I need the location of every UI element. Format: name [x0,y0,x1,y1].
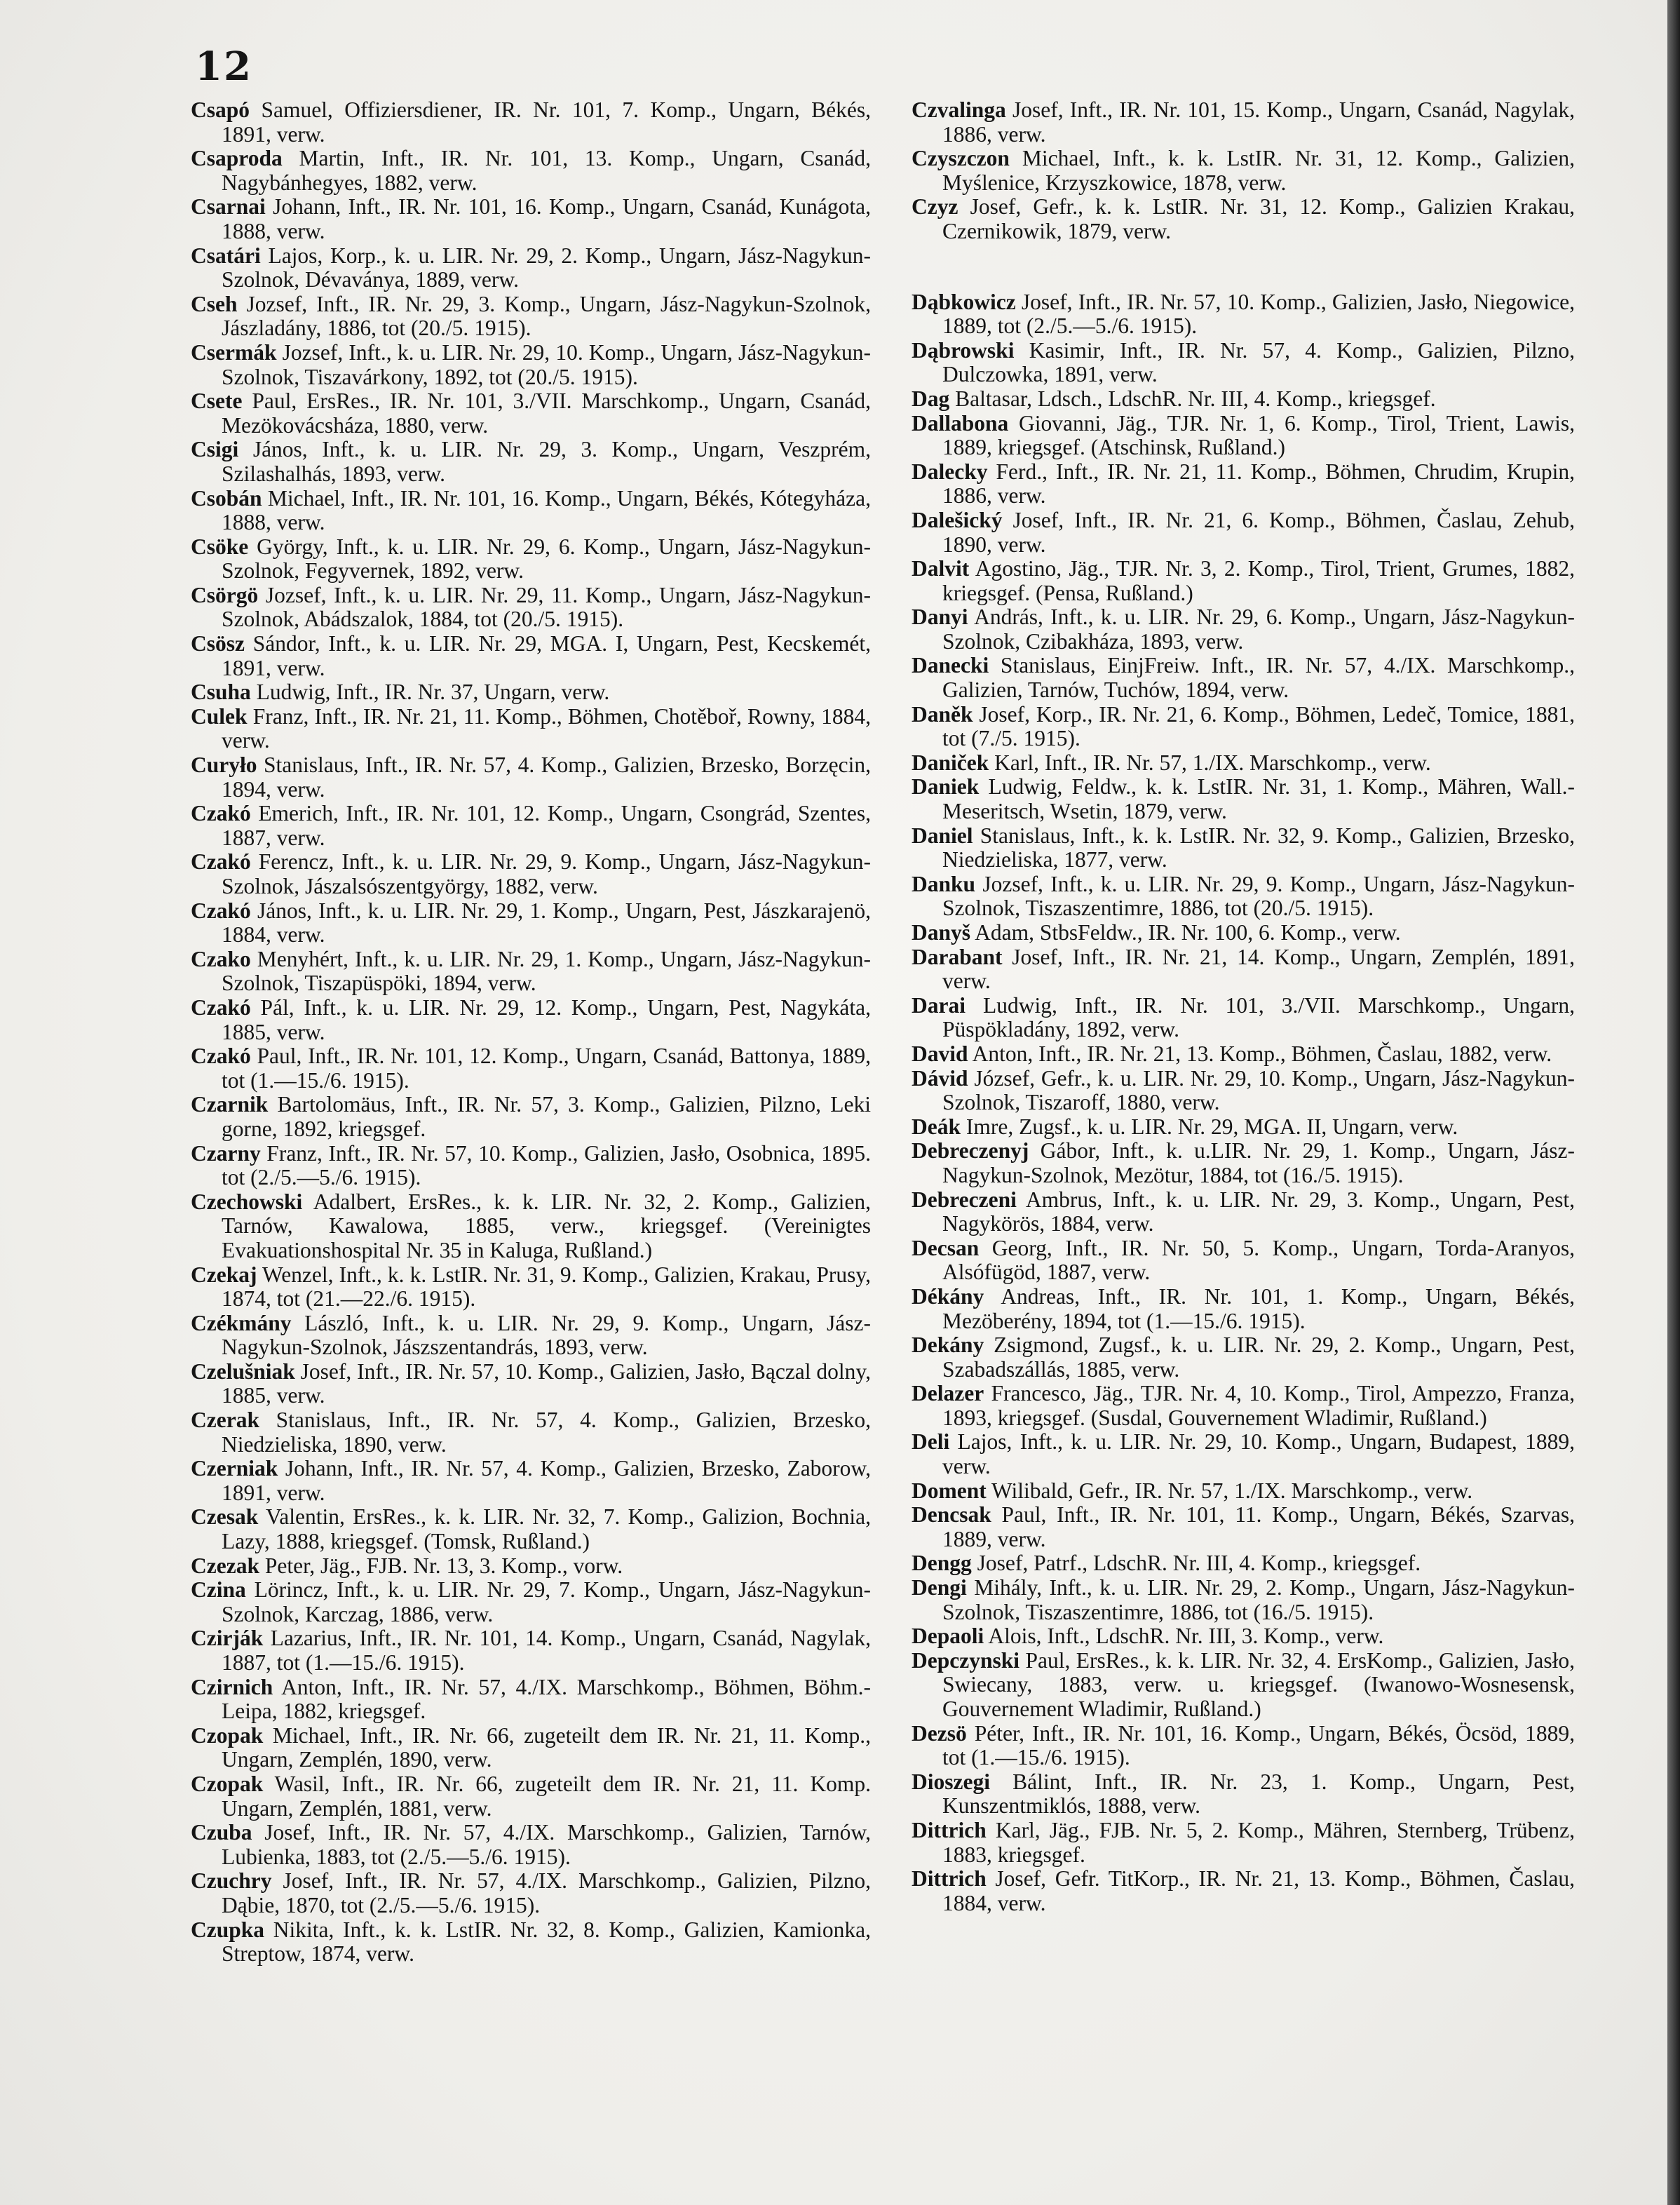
entry-details: Bartolomäus, Inft., IR. Nr. 57, 3. Komp., Galizien, Pilzno, Leki gorne, 1892, kriegsgef. [222,1092,871,1141]
entry-details: Ambrus, Inft., k. u. LIR. Nr. 29, 3. Komp., Ungarn, Pest, Nagykörös, 1884, verw. [942,1187,1575,1236]
entry-details: András, Inft., k. u. LIR. Nr. 29, 6. Komp., Ungarn, Jász-Nagykun-Szolnok, Czibakháza, 1893, verw. [942,605,1575,654]
entry-details: Bálint, Inft., IR. Nr. 23, 1. Komp., Ungarn, Pest, Kunszentmiklós, 1888, verw. [942,1769,1575,1819]
list-item [191,1093,871,1141]
entry-surname: Czina [191,1577,246,1603]
entry-details: Agostino, Jäg., TJR. Nr. 3, 2. Komp., Tirol, Trient, Grumes, 1882, kriegsgef. (Pensa, Rußland.) [942,556,1575,605]
list-item [912,872,1575,921]
entry-surname: Danyi [912,605,968,630]
entry-surname: Czechowski [191,1189,303,1214]
entry-surname: Danyš [912,920,971,945]
entry-details: Lajos, Korp., k. u. LIR. Nr. 29, 2. Komp., Ungarn, Jász-Nagykun-Szolnok, Dévaványa, 1889, verw. [222,243,871,292]
list-item [912,1722,1575,1770]
list-item [912,1382,1575,1430]
entry-surname: Curyło [191,753,257,778]
entry-surname: Delazer [912,1381,984,1406]
entry-details: Franz, Inft., IR. Nr. 57, 10. Komp., Galizien, Jasło, Osobnica, 1895. tot (2./5.—5./6. 1915). [222,1140,871,1190]
entry-details: Paul, ErsRes., k. k. LIR. Nr. 32, 4. ErsKomp., Galizien, Jasło, Swiecany, 1883, verw. u. kriegsgef. (Iwanowo-Wosnesensk, Gouvernement Wladimir, Rußland.) [942,1647,1575,1721]
entry-surname: Daniel [912,823,973,848]
entry-details: Josef, Inft., IR. Nr. 57, 10. Komp., Galizien, Jasło, Niegowice, 1889, tot (2./5.—5./6. 1915). [942,289,1575,339]
entry-surname: Cseh [191,291,238,316]
list-item [912,1503,1575,1551]
list-item [191,584,871,632]
list-item [191,1554,871,1579]
list-item [191,1626,871,1675]
entry-details: Martin, Inft., IR. Nr. 101, 13. Komp., Ungarn, Csanád, Nagybánhegyes, 1882, verw. [222,146,871,195]
entry-details: Stanislaus, EinjFreiw. Inft., IR. Nr. 57, 4./IX. Marschkomp., Galizien, Tarnów, Tuchów, 1894, verw. [942,653,1575,703]
entry-details: Menyhért, Inft., k. u. LIR. Nr. 29, 1. Komp., Ungarn, Jász-Nagykun-Szolnok, Tiszapüspöki, 1894, verw. [222,946,871,996]
list-item [191,1675,871,1724]
entry-details: Pál, Inft., k. u. LIR. Nr. 29, 12. Komp., Ungarn, Pest, Nagykáta, 1885, verw. [222,994,871,1044]
list-item [912,945,1575,994]
entry-surname: Csapó [191,97,250,122]
entry-surname: Czako [191,946,251,971]
entry-details: Karl, Jäg., FJB. Nr. 5, 2. Komp., Mähren, Sternberg, Trübenz, 1883, kriegsgef. [942,1817,1575,1867]
list-item [191,292,871,341]
entry-details: Anton, Inft., IR. Nr. 57, 4./IX. Marschkomp., Böhmen, Böhm.-Leipa, 1882, kriegsgef. [222,1674,871,1724]
list-item [191,1821,871,1869]
list-item [191,195,871,243]
entry-surname: Daniek [912,774,980,800]
entry-details: Zsigmond, Zugsf., k. u. LIR. Nr. 29, 2. Komp., Ungarn, Pest, Szabadszállás, 1885, verw. [942,1333,1575,1382]
list-item [912,290,1575,339]
list-item [912,1285,1575,1333]
list-item [912,1867,1575,1915]
entry-details: Anton, Inft., IR. Nr. 21, 13. Komp., Böhmen, Časlau, 1882, verw. [968,1041,1552,1066]
entry-details: Ludwig, Feldw., k. k. LstIR. Nr. 31, 1. Komp., Mähren, Wall.-Meseritsch, Wsetin, 1879, verw. [942,774,1575,824]
entry-details: Johann, Inft., IR. Nr. 57, 4. Komp., Galizien, Brzesko, Zaborow, 1891, verw. [222,1456,871,1505]
entry-details: Adalbert, ErsRes., k. k. LIR. Nr. 32, 2. Komp., Galizien, Tarnów, Kawalowa, 1885, verw., kriegsgef. (Vereinigtes Evakuationshospital Nr. 35 in Kaluga, Rußland.) [222,1189,871,1262]
entry-surname: Csuha [191,680,251,705]
entry-surname: Czarnik [191,1092,269,1117]
entry-details: Michael, Inft., IR. Nr. 66, zugeteilt dem IR. Nr. 21, 11. Komp., Ungarn, Zemplén, 1890, verw. [222,1722,871,1772]
entry-surname: Czupka [191,1917,265,1942]
entry-details: Josef, Patrf., LdschR. Nr. III, 4. Komp., kriegsgef. [971,1551,1421,1576]
entry-surname: Dávid [912,1065,968,1091]
list-item [191,1263,871,1311]
list-item [191,802,871,850]
entry-surname: Csatári [191,243,261,268]
list-item [912,557,1575,605]
entry-surname: Danecki [912,653,989,678]
list-item [912,147,1575,195]
list-item [912,1576,1575,1624]
list-item [191,948,871,996]
entry-surname: Czirnich [191,1674,273,1699]
list-item [191,244,871,292]
entry-details: Stanislaus, Inft., IR. Nr. 57, 4. Komp., Galizien, Brzesko, Niedzieliska, 1890, verw. [222,1408,871,1457]
list-item [912,1649,1575,1722]
entry-surname: Dallabona [912,410,1009,436]
list-item [191,389,871,438]
entry-details: János, Inft., k. u. LIR. Nr. 29, 3. Komp., Ungarn, Veszprém, Szilashalhás, 1893, verw. [222,437,871,486]
entry-surname: Csarnai [191,194,266,220]
entry-surname: Czakó [191,898,251,923]
list-item [191,850,871,898]
entry-surname: Debreczeni [912,1187,1017,1212]
entry-surname: Csigi [191,437,239,462]
list-item [191,98,871,147]
entry-details: János, Inft., k. u. LIR. Nr. 29, 1. Komp., Ungarn, Pest, Jászkarajenö, 1884, verw. [222,898,871,948]
list-item [191,632,871,680]
entry-details: Josef, Inft., IR. Nr. 57, 4./IX. Marschkomp., Galizien, Pilzno, Dąbie, 1870, tot (2./5.—5./6. 1915). [222,1868,871,1917]
list-item [912,1624,1575,1649]
entry-surname: David [912,1041,968,1066]
entry-surname: Csösz [191,631,245,656]
entry-surname: Czvalinga [912,97,1006,122]
list-item [191,1724,871,1772]
entry-surname: Deli [912,1429,950,1455]
entry-details: Mihály, Inft., k. u. LIR. Nr. 29, 2. Komp., Ungarn, Jász-Nagykun-Szolnok, Tiszaszentimre, 1886, tot (16./5. 1915). [942,1575,1575,1624]
entry-surname: Debreczenyj [912,1138,1029,1164]
entry-details: Karl, Inft., IR. Nr. 57, 1./IX. Marschkomp., verw. [989,750,1431,775]
entry-surname: Danku [912,871,976,896]
entry-surname: Czékmány [191,1310,292,1335]
list-item [912,1042,1575,1067]
entry-surname: Czezak [191,1553,259,1578]
entry-details: Adam, StbsFeldw., IR. Nr. 100, 6. Komp., verw. [970,920,1401,945]
entry-surname: Dencsak [912,1502,991,1528]
list-item [191,1505,871,1553]
entry-details: Jozsef, Inft., k. u. LIR. Nr. 29, 10. Komp., Ungarn, Jász-Nagykun-Szolnok, Tiszavárkony, 1892, tot (20./5. 1915). [222,339,871,389]
list-item [191,1457,871,1505]
entry-details: Wasil, Inft., IR. Nr. 66, zugeteilt dem IR. Nr. 21, 11. Komp. Ungarn, Zemplén, 1881, verw. [222,1771,871,1821]
entry-surname: Czyz [912,194,958,220]
entry-details: Josef, Gefr. TitKorp., IR. Nr. 21, 13. Komp., Böhmen, Časlau, 1884, verw. [942,1866,1575,1915]
list-item [912,1188,1575,1236]
page-number: 12 [195,43,252,90]
list-item [912,1551,1575,1576]
entry-surname: Depaoli [912,1624,984,1649]
entry-surname: Depczynski [912,1647,1020,1673]
entry-surname: Csaproda [191,146,283,171]
entry-surname: Czakó [191,1044,251,1069]
entry-details: Peter, Jäg., FJB. Nr. 13, 3. Komp., vorw. [259,1553,623,1578]
entry-details: Lörincz, Inft., k. u. LIR. Nr. 29, 7. Komp., Ungarn, Jász-Nagykun-Szolnok, Karczag, 1886, verw. [222,1577,871,1626]
list-item [912,339,1575,387]
list-item [191,1190,871,1263]
entry-surname: Deák [912,1114,961,1139]
entry-surname: Dékány [912,1283,984,1309]
list-item [912,994,1575,1042]
entry-surname: Dąbrowski [912,337,1015,363]
entry-details: Valentin, ErsRes., k. k. LIR. Nr. 32, 7. Komp., Galizion, Bochnia, Lazy, 1888, kriegsgef. (Tomsk, Rußland.) [222,1504,871,1554]
entry-details: Josef, Inft., IR. Nr. 57, 4./IX. Marschkomp., Galizien, Tarnów, Lubienka, 1883, tot (2./5.—5./6. 1915). [222,1820,871,1869]
list-item [191,341,871,389]
entry-surname: Doment [912,1478,987,1503]
list-item [912,751,1575,776]
list-item [191,1408,871,1457]
entry-details: Paul, Inft., IR. Nr. 101, 12. Komp., Ungarn, Csanád, Battonya, 1889, tot (1.—15./6. 1915). [222,1044,871,1093]
entry-surname: Decsan [912,1235,980,1260]
entry-details: Jozsef, Inft., IR. Nr. 29, 3. Komp., Ungarn, Jász-Nagykun-Szolnok, Jászladány, 1886, tot (20./5. 1915). [222,291,871,341]
list-item [191,753,871,802]
list-item [191,1044,871,1093]
list-item [191,996,871,1044]
page-edge-shadow [1667,0,1680,2205]
entry-details: Sándor, Inft., k. u. LIR. Nr. 29, MGA. I, Ungarn, Pest, Kecskemét, 1891, verw. [222,631,871,680]
entry-surname: Dąbkowicz [912,289,1016,314]
entry-surname: Dalvit [912,556,970,581]
entry-surname: Csobán [191,485,262,511]
list-item [912,387,1575,412]
entry-details: Ludwig, Inft., IR. Nr. 37, Ungarn, verw. [250,680,610,705]
list-item [912,775,1575,823]
entry-details: Nikita, Inft., k. k. LstIR. Nr. 32, 8. Komp., Galizien, Kamionka, Streptow, 1874, verw. [222,1917,871,1967]
list-item [191,1142,871,1190]
entry-details: Paul, Inft., IR. Nr. 101, 11. Komp., Ungarn, Békés, Szarvas, 1889, verw. [942,1502,1575,1551]
entry-surname: Dengi [912,1575,967,1600]
list-item [912,1770,1575,1819]
entry-details: Josef, Inft., IR. Nr. 21, 6. Komp., Böhmen, Časlau, Zehub, 1890, verw. [942,507,1575,557]
entry-details: Andreas, Inft., IR. Nr. 101, 1. Komp., Ungarn, Békés, Mezöberény, 1894, tot (1.—15./6. 1915). [942,1283,1575,1333]
entry-surname: Czakó [191,994,251,1020]
entry-details: Josef, Korp., IR. Nr. 21, 6. Komp., Böhmen, Ledeč, Tomice, 1881, tot (7./5. 1915). [942,701,1575,751]
entry-details: Baltasar, Ldsch., LdschR. Nr. III, 4. Komp., kriegsgef. [949,386,1436,411]
entry-details: Ferencz, Inft., k. u. LIR. Nr. 29, 9. Komp., Ungarn, Jász-Nagykun-Szolnok, Jászalsószentgyörgy, 1882, verw. [222,849,871,898]
entry-surname: Dioszegi [912,1769,990,1794]
entry-details: Stanislaus, Inft., k. k. LstIR. Nr. 32, 9. Komp., Galizien, Brzesko, Niedzieliska, 1877, verw. [942,823,1575,872]
entry-details: Emerich, Inft., IR. Nr. 101, 12. Komp., Ungarn, Csongrád, Szentes, 1887, verw. [222,801,871,850]
list-item [191,680,871,705]
entry-details: Michael, Inft., IR. Nr. 101, 16. Komp., Ungarn, Békés, Kótegyháza, 1888, verw. [222,485,871,535]
list-item [912,412,1575,460]
entry-details: Kasimir, Inft., IR. Nr. 57, 4. Komp., Galizien, Pilzno, Dulczowka, 1891, verw. [942,337,1575,387]
list-item [191,1918,871,1967]
entry-surname: Csermák [191,339,277,365]
entry-surname: Czakó [191,849,251,875]
entry-surname: Czirják [191,1626,264,1651]
list-item [912,921,1575,945]
list-item [912,195,1575,243]
entry-details: Stanislaus, Inft., IR. Nr. 57, 4. Komp., Galizien, Brzesko, Borzęcin, 1894, verw. [222,753,871,802]
entry-details: Wilibald, Gefr., IR. Nr. 57, 1./IX. Marschkomp., verw. [986,1478,1473,1503]
entry-surname: Czarny [191,1140,261,1166]
entry-details: Georg, Inft., IR. Nr. 50, 5. Komp., Ungarn, Torda-Aranyos, Alsófügöd, 1887, verw. [942,1235,1575,1285]
list-item [912,654,1575,702]
list-item [912,460,1575,508]
list-item [912,1139,1575,1187]
list-item [912,605,1575,654]
entry-surname: Csörgö [191,582,259,607]
entry-details: Jozsef, Inft., k. u. LIR. Nr. 29, 9. Komp., Ungarn, Jász-Nagykun-Szolnok, Tiszaszentimre, 1886, tot (20./5. 1915). [942,871,1575,921]
entry-surname: Czelušniak [191,1358,295,1384]
entry-surname: Dezsö [912,1720,967,1746]
entry-details: Lazarius, Inft., IR. Nr. 101, 14. Komp., Ungarn, Csanád, Nagylak, 1887, tot (1.—15./6. 1915). [222,1626,871,1675]
entry-surname: Csete [191,389,243,414]
entry-details: Giovanni, Jäg., TJR. Nr. 1, 6. Komp., Tirol, Trient, Lawis, 1889, kriegsgef. (Atschinsk, Rußland.) [942,410,1575,460]
entry-surname: Czesak [191,1504,259,1530]
entry-surname: Czerniak [191,1456,278,1481]
entry-surname: Czuchry [191,1868,272,1894]
entry-surname: Daněk [912,701,973,727]
entry-surname: Daniček [912,750,989,775]
entry-surname: Csöke [191,534,249,559]
entry-surname: Dittrich [912,1817,987,1842]
entry-surname: Dittrich [912,1866,987,1892]
list-item [912,1819,1575,1867]
entry-details: Lajos, Inft., k. u. LIR. Nr. 29, 10. Komp., Ungarn, Budapest, 1889, verw. [942,1429,1575,1479]
list-item [191,147,871,195]
list-item [191,1869,871,1917]
list-item [191,899,871,948]
list-item [912,1479,1575,1504]
entry-surname: Dalešický [912,507,1003,532]
list-item [912,1333,1575,1382]
entry-details: Josef, Gefr., k. k. LstIR. Nr. 31, 12. Komp., Galizien Krakau, Czernikowik, 1879, verw. [942,194,1575,243]
entry-details: Ludwig, Inft., IR. Nr. 101, 3./VII. Marschkomp., Ungarn, Püspökladány, 1892, verw. [942,992,1575,1042]
list-item [912,98,1575,147]
list-item [191,438,871,486]
entry-details: Imre, Zugsf., k. u. LIR. Nr. 29, MGA. II, Ungarn, verw. [961,1114,1458,1139]
entry-surname: Czakó [191,801,251,826]
entry-surname: Czopak [191,1722,264,1748]
list-item [912,1430,1575,1478]
entry-surname: Czerak [191,1408,259,1433]
list-item [191,1311,871,1360]
entry-details: Jozsef, Inft., k. u. LIR. Nr. 29, 11. Komp., Ungarn, Jász-Nagykun-Szolnok, Abádszalok, 1884, tot (20./5. 1915). [222,582,871,632]
entry-details: Johann, Inft., IR. Nr. 101, 16. Komp., Ungarn, Csanád, Kunágota, 1888, verw. [222,194,871,243]
entry-details: József, Gefr., k. u. LIR. Nr. 29, 10. Komp., Ungarn, Jász-Nagykun-Szolnok, Tiszaroff, 1880, verw. [942,1065,1575,1115]
entry-surname: Dengg [912,1551,972,1576]
entry-surname: Czekaj [191,1262,257,1287]
entry-details: Péter, Inft., IR. Nr. 101, 16. Komp., Ungarn, Békés, Öcsöd, 1889, tot (1.—15./6. 1915). [942,1720,1575,1770]
list-item [191,1578,871,1626]
list-item [912,1236,1575,1285]
list-item [912,824,1575,872]
list-item [191,1360,871,1408]
entry-surname: Darabant [912,944,1003,969]
entry-details: László, Inft., k. u. LIR. Nr. 29, 9. Komp., Ungarn, Jász-Nagykun-Szolnok, Jászszentandrás, 1893, verw. [222,1310,871,1360]
entry-surname: Dalecky [912,459,988,484]
entry-details: Josef, Inft., IR. Nr. 21, 14. Komp., Ungarn, Zemplén, 1891, verw. [942,944,1575,994]
entry-details: Josef, Inft., IR. Nr. 101, 15. Komp., Ungarn, Csanád, Nagylak, 1886, verw. [942,97,1575,147]
entry-surname: Culek [191,703,248,729]
entry-surname: Dag [912,386,950,411]
entry-details: Paul, ErsRes., IR. Nr. 101, 3./VII. Marschkomp., Ungarn, Csanád, Mezökovácsháza, 1880, verw. [222,389,871,438]
entry-surname: Darai [912,992,966,1018]
right-column [912,98,1575,1915]
entry-surname: Dekány [912,1333,984,1358]
entry-surname: Czyszczon [912,146,1010,171]
list-item [912,1067,1575,1115]
entry-details: Franz, Inft., IR. Nr. 21, 11. Komp., Böhmen, Chotěboř, Rowny, 1884, verw. [222,703,871,753]
entry-surname: Czopak [191,1771,264,1796]
list-item [191,535,871,584]
entry-details: György, Inft., k. u. LIR. Nr. 29, 6. Komp., Ungarn, Jász-Nagykun-Szolnok, Fegyvernek, 1892, verw. [222,534,871,584]
entry-details: Michael, Inft., k. k. LstIR. Nr. 31, 12. Komp., Galizien, Myślenice, Krzyszkowice, 1878, verw. [942,146,1575,195]
list-item [191,1772,871,1821]
entry-details: Francesco, Jäg., TJR. Nr. 4, 10. Komp., Tirol, Ampezzo, Franza, 1893, kriegsgef. (Susdal, Gouvernement Wladimir, Rußland.) [942,1381,1575,1430]
list-item [191,487,871,535]
entry-details: Gábor, Inft., k. u.LIR. Nr. 29, 1. Komp., Ungarn, Jász-Nagykun-Szolnok, Mezötur, 1884, tot (16./5. 1915). [942,1138,1575,1187]
entry-details: Josef, Inft., IR. Nr. 57, 10. Komp., Galizien, Jasło, Bączal dolny, 1885, verw. [222,1358,871,1408]
entry-surname: Czuba [191,1820,252,1845]
list-item [191,705,871,753]
entry-details: Wenzel, Inft., k. k. LstIR. Nr. 31, 9. Komp., Galizien, Krakau, Prusy, 1874, tot (21.—22./6. 1915). [222,1262,871,1311]
entry-details: Ferd., Inft., IR. Nr. 21, 11. Komp., Böhmen, Chrudim, Krupin, 1886, verw. [942,459,1575,508]
left-column [191,98,871,1967]
list-item [912,508,1575,557]
entry-details: Samuel, Offiziersdiener, IR. Nr. 101, 7. Komp., Ungarn, Békés, 1891, verw. [222,97,871,147]
list-item [912,1115,1575,1140]
entry-details: Alois, Inft., LdschR. Nr. III, 3. Komp., verw. [984,1624,1384,1649]
list-item [912,703,1575,751]
